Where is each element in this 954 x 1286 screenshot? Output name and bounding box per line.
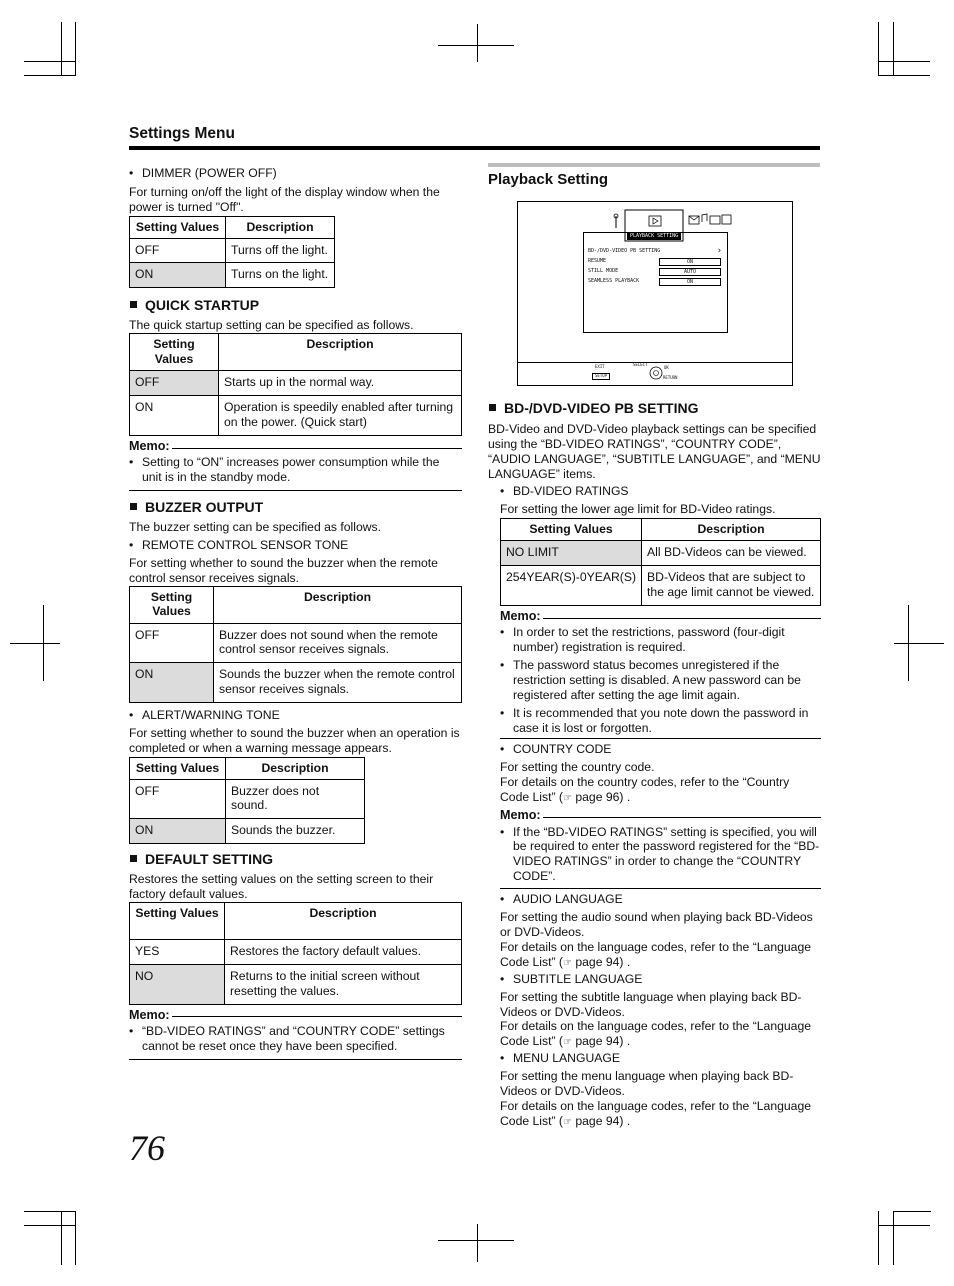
bd-dvd-desc: BD-Video and DVD-Video playback settings can be specified using the “BD-VIDEO RATINGS”, “COUNTRY CODE”, “AUDIO LANGUAGE”, “SUBTITLE LANGUAGE”, and “MENU LANGUAGE” items. [488,422,821,481]
alert-tone-table [129,757,365,845]
page-reference-icon: ☞ [563,793,572,805]
menu-language-desc-text: For details on the language codes, refer to the “Language Code List” ( [500,1099,811,1128]
subtitle-bullet: • SUBTITLE LANGUAGE [500,972,821,987]
dimmer-table [129,216,335,289]
memo-heading [500,808,821,823]
table-cell: OFF [130,623,214,663]
quick-startup-heading: QUICK STARTUP [129,297,462,314]
table-cell: All BD-Videos can be viewed. [642,541,821,566]
memo-label: Memo: [500,608,541,623]
menu-item-value: AUTO [659,268,721,276]
table-row [130,939,462,964]
table-header: Description [214,586,462,623]
footer-exit-label: EXIT [595,364,605,369]
page-header-title: Settings Menu [129,125,235,142]
table-header: Setting Values [130,216,226,238]
dpad-icon [649,366,663,380]
audio-page-link[interactable]: page 94) . [575,954,631,969]
buzzer-desc: The buzzer setting can be specified as follows. [129,520,382,535]
subtitle-page-link[interactable]: page 94) . [575,1034,631,1049]
quick-startup-table [129,333,462,436]
remote-tone-table [129,586,462,704]
memo-item: • “BD-VIDEO RATINGS” and “COUNTRY CODE” settings cannot be reset once they have been specified. [129,1024,462,1054]
table-row [130,396,462,436]
memo-item: • It is recommended that you note down the password in case it is lost or forgotten. [500,706,821,736]
page-reference-icon: ☞ [563,1037,572,1049]
table-cell: Turns off the light. [226,238,335,263]
dimmer-bullet-label: DIMMER (POWER OFF) [142,166,277,180]
country-desc-text: For details on the country codes, refer to the “Country Code List” ( [500,775,790,805]
table-cell: OFF [130,779,226,819]
table-row [130,964,462,1004]
country-page-link[interactable]: page 96) . [575,790,631,805]
ratings-bullet: • BD-VIDEO RATINGS [500,484,821,499]
remote-tone-bullet: • REMOTE CONTROL SENSOR TONE [129,538,462,553]
memo-end-rule [500,738,821,739]
table-cell: Operation is speedily enabled after turning on the power. (Quick start) [219,396,462,436]
table-row [130,663,462,703]
buzzer-output-heading: BUZZER OUTPUT [129,499,462,516]
section-rule [488,163,820,167]
menu-item-label: SEAMLESS PLAYBACK [588,278,640,284]
footer-setup-button[interactable]: SETUP [592,373,610,380]
table-cell: YES [130,939,225,964]
audio-desc-1: For setting the audio sound when playing back BD-Videos or DVD-Videos. [500,909,813,939]
memo-heading [129,439,462,454]
memo-label: Memo: [129,438,170,453]
table-cell: Sounds the buzzer. [226,819,365,844]
default-setting-heading: DEFAULT SETTING [129,851,462,868]
table-cell: Restores the factory default values. [225,939,462,964]
table-row [501,566,821,606]
dimmer-bullet [129,166,462,181]
audio-desc-2 [500,940,821,970]
table-cell: NO [130,964,225,1004]
settings-panel [583,232,728,333]
footer-select-label: SELECT [633,362,648,367]
table-row [130,819,365,844]
alert-tone-desc: For setting whether to sound the buzzer when an operation is completed or when a warning message appears. [129,725,460,755]
menu-item-label: RESUME [588,258,607,264]
page-reference-icon: ☞ [563,1116,572,1128]
alert-tone-bullet: • ALERT/WARNING TONE [129,708,462,723]
menu-item-label: BD-/DVD-VIDEO PB SETTING [588,248,661,254]
ratings-desc: For setting the lower age limit for BD-Video ratings. [500,502,776,517]
memo-heading [129,1008,462,1023]
menu-item-seamless-playback[interactable] [588,278,722,284]
memo-label: Memo: [500,808,541,823]
memo-end-rule [129,1059,462,1060]
table-header: Description [226,757,365,779]
country-desc-2 [500,775,821,805]
playback-setting-screen [517,201,793,386]
country-desc-1: For setting the country code. [500,760,655,775]
audio-bullet: • AUDIO LANGUAGE [500,892,821,907]
menu-item-value: ON [659,278,721,286]
menu-language-bullet: • MENU LANGUAGE [500,1051,821,1066]
table-header: Setting Values [130,334,219,371]
dimmer-desc: For turning on/off the light of the display window when the power is turned "Off". [129,184,440,214]
table-cell: ON [130,263,226,288]
table-row [501,541,821,566]
menu-item-still-mode[interactable] [588,268,722,274]
remote-tone-desc: For setting whether to sound the buzzer when the remote control sensor receives signals. [129,555,438,585]
header-rule [129,146,820,150]
table-header: Setting Values [130,586,214,623]
table-cell: Starts up in the normal way. [219,371,462,396]
table-cell: 254YEAR(S)-0YEAR(S) [501,566,642,606]
table-header: Description [219,334,462,371]
quick-startup-desc: The quick startup setting can be specified as follows. [129,318,414,333]
table-cell: OFF [130,238,226,263]
table-header: Setting Values [130,902,225,939]
bd-dvd-body [500,484,821,1130]
memo-item: • If the “BD-VIDEO RATINGS” setting is specified, you will be required to enter the password registered for the “BD-VIDEO RATINGS” in order to change the “COUNTRY CODE”. [500,825,821,885]
menu-language-desc-2 [500,1099,821,1129]
table-cell: Turns on the light. [226,263,335,288]
table-row [130,623,462,663]
default-setting-table [129,902,462,1005]
menu-language-page-link[interactable]: page 94) . [575,1113,631,1128]
table-cell: Returns to the initial screen without resetting the values. [225,964,462,1004]
table-cell: NO LIMIT [501,541,642,566]
footer-ok-label: OK [664,365,669,370]
audio-desc-text: For details on the language codes, refer to the “Language Code List” ( [500,939,811,969]
page-reference-icon: ☞ [563,957,572,969]
table-cell: Buzzer does not sound when the remote control sensor receives signals. [214,623,462,663]
table-header: Setting Values [130,757,226,779]
table-header: Description [226,216,335,238]
playback-setting-title: Playback Setting [488,171,609,188]
right-column [488,400,821,1129]
table-cell: ON [130,663,214,703]
memo-item: • In order to set the restrictions, password (four-digit number) registration is required. [500,625,821,655]
menu-item-label: STILL MODE [588,268,619,274]
menu-item-resume[interactable] [588,258,722,264]
bd-dvd-heading: BD-/DVD-VIDEO PB SETTING [488,400,821,417]
memo-heading [500,609,821,624]
screen-footer-rule [518,362,792,363]
chevron-right-icon: › [716,246,722,256]
table-header: Description [642,519,821,541]
country-bullet: • COUNTRY CODE [500,742,821,757]
table-row [130,263,335,288]
table-cell: Buzzer does not sound. [226,779,365,819]
memo-end-rule [129,490,462,491]
left-column [129,166,462,1060]
memo-end-rule [500,888,821,889]
table-cell: Sounds the buzzer when the remote control sensor receives signals. [214,663,462,703]
memo-label: Memo: [129,1007,170,1022]
menu-item-value: ON [659,258,721,266]
ratings-table [500,518,821,606]
memo-item: • Setting to “ON” increases power consumption while the unit is in the standby mode. [129,455,462,485]
table-cell: BD-Videos that are subject to the age limit cannot be viewed. [642,566,821,606]
subtitle-desc-1: For setting the subtitle language when playing back BD-Videos or DVD-Videos. [500,989,802,1019]
table-row [130,238,335,263]
table-row [130,779,365,819]
menu-language-desc-1: For setting the menu language when playing back BD-Videos or DVD-Videos. [500,1069,794,1099]
page-number: 76 [129,1128,165,1168]
table-row [130,371,462,396]
table-cell: ON [130,819,226,844]
menu-item-bd-dvd[interactable] [588,248,722,254]
footer-return-label: RETURN [663,375,678,380]
subtitle-desc-2 [500,1019,821,1049]
default-setting-desc: Restores the setting values on the setting screen to their factory default values. [129,872,434,902]
table-cell: ON [130,396,219,436]
table-header: Description [225,902,462,939]
subtitle-desc-text: For details on the language codes, refer to the “Language Code List” ( [500,1019,811,1049]
table-header: Setting Values [501,519,642,541]
menu-title-tab: PLAYBACK SETTING [627,232,681,240]
memo-item: • The password status becomes unregistered if the restriction setting is disabled. A new password can be registered after setting the age limit again. [500,658,821,703]
table-cell: OFF [130,371,219,396]
